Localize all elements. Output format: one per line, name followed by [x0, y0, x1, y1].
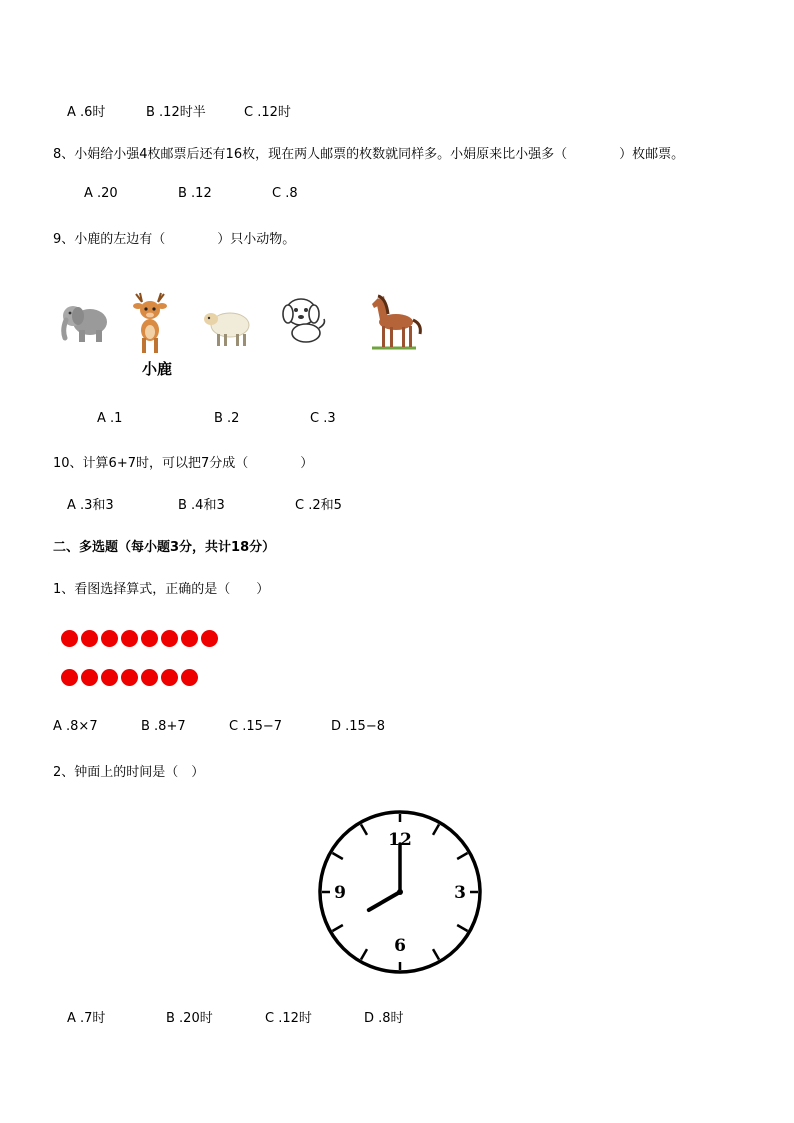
- red-dot: [81, 669, 98, 686]
- m2-text: 2、钟面上的时间是（ ）: [53, 765, 205, 780]
- red-dot: [141, 630, 158, 647]
- clock-number-9: 9: [334, 883, 346, 903]
- red-dot: [181, 630, 198, 647]
- deer-icon: [128, 292, 174, 360]
- sheep-icon: [200, 305, 254, 353]
- m2-option-c[interactable]: C .12时: [265, 1011, 312, 1026]
- m2-option-a[interactable]: A .7时: [67, 1011, 106, 1026]
- section-heading: 二、多选题（每小题3分，共计18分）: [53, 540, 276, 555]
- red-dot: [161, 669, 178, 686]
- dot-row-2: [61, 669, 198, 686]
- m2-option-d[interactable]: D .8时: [364, 1011, 404, 1026]
- q9-option-a[interactable]: A .1: [97, 411, 123, 426]
- q8-option-a[interactable]: A .20: [84, 186, 118, 201]
- m1-option-d[interactable]: D .15−8: [331, 719, 385, 734]
- red-dot: [181, 669, 198, 686]
- deer-label: 小鹿: [142, 360, 173, 378]
- m1-text: 1、看图选择算式，正确的是（ ）: [53, 582, 270, 597]
- m1-option-a[interactable]: A .8×7: [53, 719, 98, 734]
- m1-option-c[interactable]: C .15−7: [229, 719, 283, 734]
- q8-option-c[interactable]: C .8: [272, 186, 298, 201]
- q10-text: 10、计算6+7时，可以把7分成（ ）: [53, 456, 314, 471]
- red-dot: [81, 630, 98, 647]
- red-dot: [141, 669, 158, 686]
- horse-icon: [364, 290, 426, 356]
- clock-number-3: 3: [454, 883, 466, 903]
- red-dot: [161, 630, 178, 647]
- clock-number-12: 12: [388, 830, 412, 850]
- red-dot: [121, 669, 138, 686]
- q10-option-c[interactable]: C .2和5: [295, 498, 342, 513]
- q8-option-b[interactable]: B .12: [178, 186, 212, 201]
- red-dot: [101, 669, 118, 686]
- m2-option-b[interactable]: B .20时: [166, 1011, 213, 1026]
- clock-face: [316, 808, 484, 976]
- q7-option-c[interactable]: C .12时: [244, 105, 291, 120]
- red-dot: [201, 630, 218, 647]
- elephant-icon: [60, 296, 112, 350]
- puppy-icon: [279, 292, 329, 350]
- q10-option-b[interactable]: B .4和3: [178, 498, 225, 513]
- q9-option-c[interactable]: C .3: [310, 411, 336, 426]
- q9-option-b[interactable]: B .2: [214, 411, 240, 426]
- q8-text: 8、小娟给小强4枚邮票后还有16枚，现在两人邮票的枚数就同样多。小娟原来比小强多（ ）枚邮票。: [53, 147, 685, 162]
- clock-center: [397, 889, 403, 895]
- clock-number-6: 6: [394, 936, 406, 956]
- dot-row-1: [61, 630, 218, 647]
- m1-option-b[interactable]: B .8+7: [141, 719, 186, 734]
- red-dot: [61, 669, 78, 686]
- q10-option-a[interactable]: A .3和3: [67, 498, 114, 513]
- red-dot: [61, 630, 78, 647]
- red-dot: [121, 630, 138, 647]
- red-dot: [101, 630, 118, 647]
- q9-text: 9、小鹿的左边有（ ）只小动物。: [53, 232, 296, 247]
- q7-option-b[interactable]: B .12时半: [146, 105, 206, 120]
- q7-option-a[interactable]: A .6时: [67, 105, 106, 120]
